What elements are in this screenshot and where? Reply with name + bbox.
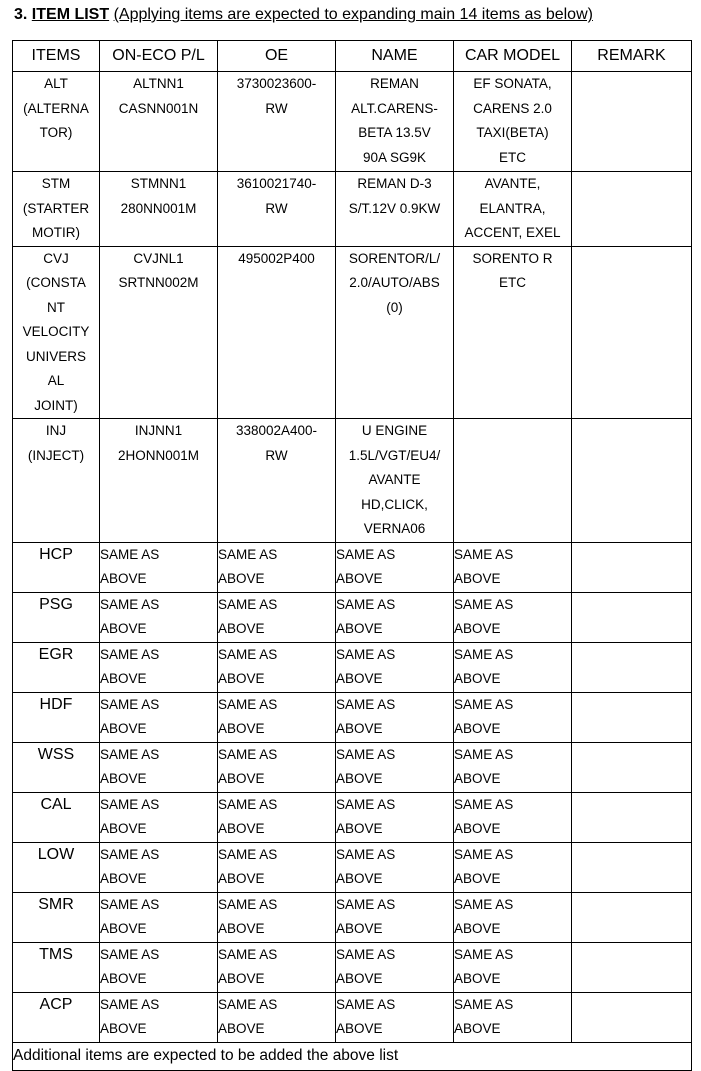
on-eco-pl-cell: SAME AS ABOVE	[100, 992, 218, 1042]
oe-cell: 3610021740- RW	[218, 172, 336, 247]
section-heading	[14, 4, 593, 26]
remark-cell	[572, 246, 692, 419]
remark-cell	[572, 642, 692, 692]
item-cell: STM (STARTER MOTIR)	[13, 172, 100, 247]
item-code-cell: ACP	[13, 992, 100, 1042]
car-model-cell: EF SONATA, CARENS 2.0 TAXI(BETA) ETC	[454, 72, 572, 172]
oe-cell: 3730023600- RW	[218, 72, 336, 172]
name-cell: REMAN ALT.CARENS- BETA 13.5V 90A SG9K	[336, 72, 454, 172]
oe-cell: SAME AS ABOVE	[218, 542, 336, 592]
name-cell: SAME AS ABOVE	[336, 642, 454, 692]
item-list-table	[12, 40, 692, 1071]
oe-cell: SAME AS ABOVE	[218, 792, 336, 842]
on-eco-pl-cell: SAME AS ABOVE	[100, 692, 218, 742]
on-eco-pl-cell: SAME AS ABOVE	[100, 892, 218, 942]
column-header-remark: REMARK	[572, 41, 692, 72]
remark-cell	[572, 842, 692, 892]
section-number: 3.	[14, 6, 28, 23]
on-eco-pl-cell: CVJNL1 SRTNN002M	[100, 246, 218, 419]
name-cell: SAME AS ABOVE	[336, 692, 454, 742]
on-eco-pl-cell: SAME AS ABOVE	[100, 792, 218, 842]
oe-cell: SAME AS ABOVE	[218, 692, 336, 742]
item-code-cell: CAL	[13, 792, 100, 842]
name-cell: SAME AS ABOVE	[336, 792, 454, 842]
oe-cell: 338002A400- RW	[218, 419, 336, 543]
footer-row	[13, 1042, 692, 1070]
table-row	[13, 642, 692, 692]
name-cell: U ENGINE 1.5L/VGT/EU4/ AVANTE HD,CLICK, VERNA06	[336, 419, 454, 543]
car-model-cell: SAME AS ABOVE	[454, 742, 572, 792]
item-code-cell: LOW	[13, 842, 100, 892]
table-row	[13, 542, 692, 592]
column-header-car-model: CAR MODEL	[454, 41, 572, 72]
item-code-cell: PSG	[13, 592, 100, 642]
car-model-cell: SAME AS ABOVE	[454, 792, 572, 842]
car-model-cell: SAME AS ABOVE	[454, 892, 572, 942]
section-title: ITEM LIST	[31, 6, 110, 23]
oe-cell: SAME AS ABOVE	[218, 992, 336, 1042]
on-eco-pl-cell: SAME AS ABOVE	[100, 542, 218, 592]
on-eco-pl-cell: SAME AS ABOVE	[100, 942, 218, 992]
column-header-on-eco-pl: ON-ECO P/L	[100, 41, 218, 72]
car-model-cell: SAME AS ABOVE	[454, 842, 572, 892]
remark-cell	[572, 792, 692, 842]
name-cell: SAME AS ABOVE	[336, 542, 454, 592]
table-row	[13, 792, 692, 842]
car-model-cell: SAME AS ABOVE	[454, 642, 572, 692]
table-row	[13, 246, 692, 419]
name-cell: SAME AS ABOVE	[336, 592, 454, 642]
name-cell: SAME AS ABOVE	[336, 892, 454, 942]
remark-cell	[572, 992, 692, 1042]
name-cell: SAME AS ABOVE	[336, 742, 454, 792]
on-eco-pl-cell: ALTNN1 CASNN001N	[100, 72, 218, 172]
oe-cell: SAME AS ABOVE	[218, 592, 336, 642]
column-header-name: NAME	[336, 41, 454, 72]
oe-cell: SAME AS ABOVE	[218, 842, 336, 892]
car-model-cell: SAME AS ABOVE	[454, 692, 572, 742]
remark-cell	[572, 692, 692, 742]
on-eco-pl-cell: SAME AS ABOVE	[100, 842, 218, 892]
item-cell: ALT (ALTERNA TOR)	[13, 72, 100, 172]
remark-cell	[572, 542, 692, 592]
item-cell: INJ (INJECT)	[13, 419, 100, 543]
item-code-cell: EGR	[13, 642, 100, 692]
remark-cell	[572, 892, 692, 942]
table-row	[13, 72, 692, 172]
name-cell: SAME AS ABOVE	[336, 942, 454, 992]
remark-cell	[572, 742, 692, 792]
car-model-cell	[454, 419, 572, 543]
table-row	[13, 992, 692, 1042]
header-row	[13, 41, 692, 72]
table-row	[13, 892, 692, 942]
remark-cell	[572, 172, 692, 247]
table-row	[13, 942, 692, 992]
oe-cell: SAME AS ABOVE	[218, 892, 336, 942]
item-code-cell: HCP	[13, 542, 100, 592]
car-model-cell: SAME AS ABOVE	[454, 992, 572, 1042]
table-row	[13, 842, 692, 892]
name-cell: REMAN D-3 S/T.12V 0.9KW	[336, 172, 454, 247]
table-row	[13, 419, 692, 543]
item-code-cell: TMS	[13, 942, 100, 992]
on-eco-pl-cell: SAME AS ABOVE	[100, 642, 218, 692]
on-eco-pl-cell: SAME AS ABOVE	[100, 742, 218, 792]
item-code-cell: HDF	[13, 692, 100, 742]
repeated-item-rows	[13, 542, 692, 1042]
name-cell: SAME AS ABOVE	[336, 992, 454, 1042]
on-eco-pl-cell: INJNN1 2HONN001M	[100, 419, 218, 543]
car-model-cell: SAME AS ABOVE	[454, 542, 572, 592]
name-cell: SAME AS ABOVE	[336, 842, 454, 892]
section-subtitle: (Applying items are expected to expanding main 14 items as below)	[113, 6, 593, 23]
car-model-cell: AVANTE, ELANTRA, ACCENT, EXEL	[454, 172, 572, 247]
oe-cell: SAME AS ABOVE	[218, 942, 336, 992]
column-header-oe: OE	[218, 41, 336, 72]
item-code-cell: SMR	[13, 892, 100, 942]
oe-cell: SAME AS ABOVE	[218, 742, 336, 792]
name-cell: SORENTOR/L/ 2.0/AUTO/ABS (0)	[336, 246, 454, 419]
on-eco-pl-cell: STMNN1 280NN001M	[100, 172, 218, 247]
oe-cell: SAME AS ABOVE	[218, 642, 336, 692]
table-row	[13, 692, 692, 742]
car-model-cell: SAME AS ABOVE	[454, 592, 572, 642]
remark-cell	[572, 592, 692, 642]
column-header-items: ITEMS	[13, 41, 100, 72]
car-model-cell: SAME AS ABOVE	[454, 942, 572, 992]
item-code-cell: WSS	[13, 742, 100, 792]
on-eco-pl-cell: SAME AS ABOVE	[100, 592, 218, 642]
table-row	[13, 742, 692, 792]
table-row	[13, 592, 692, 642]
remark-cell	[572, 942, 692, 992]
footer-note: Additional items are expected to be added the above list	[13, 1042, 692, 1070]
item-cell: CVJ (CONSTA NT VELOCITY UNIVERS AL JOINT)	[13, 246, 100, 419]
remark-cell	[572, 419, 692, 543]
table-row	[13, 172, 692, 247]
car-model-cell: SORENTO R ETC	[454, 246, 572, 419]
remark-cell	[572, 72, 692, 172]
oe-cell: 495002P400	[218, 246, 336, 419]
